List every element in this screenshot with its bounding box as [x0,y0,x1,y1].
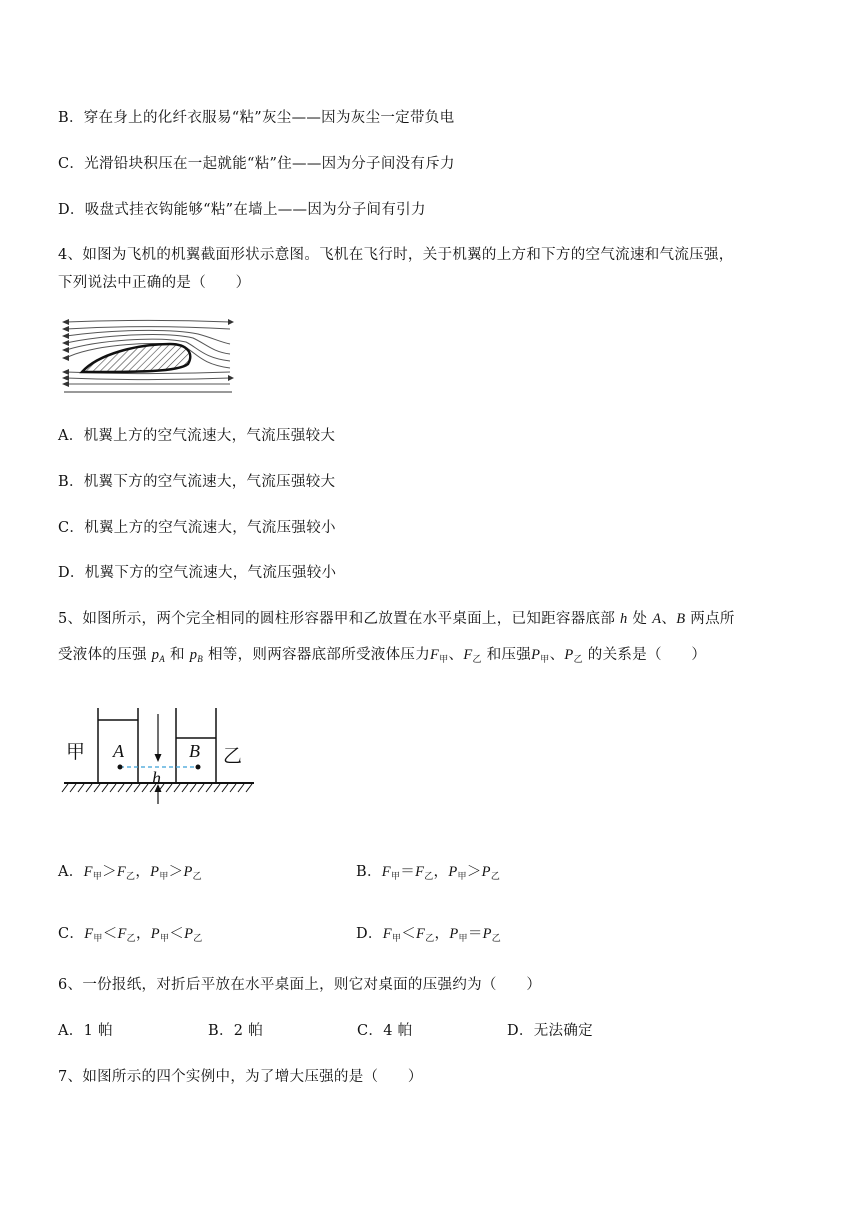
q7-stem: 7、如图所示的四个实例中，为了增大压强的是（ ） [58,1069,423,1085]
q6-option-c: C．4 帕 [357,1023,413,1039]
label-b: B [189,741,200,761]
q5-option-b: B．$F_甲=F_乙$，$P_甲>P_乙$ [356,864,501,882]
q5-option-a: A．$F_甲>F_乙$，$P_甲>P_乙$ [58,864,202,882]
containers-figure [58,700,258,810]
label-yi: 乙 [223,745,243,767]
q6-option-a: A．1 帕 [58,1023,113,1039]
label-jia: 甲 [66,741,86,763]
q3-option-c: C．光滑铅块积压在一起就能“粘”住——因为分子间没有斥力 [58,156,455,172]
q3-option-d: D．吸盘式挂衣钩能够“粘”在墙上——因为分子间有引力 [58,202,426,218]
q5-stem-line1: 5、如图所示，两个完全相同的圆柱形容器甲和乙放置在水平桌面上，已知距容器底部 h 处 A、B 两点所 [58,611,735,627]
label-a: A [113,741,124,761]
q4-option-d: D．机翼下方的空气流速大，气流压强较小 [58,565,337,581]
q4-option-a: A．机翼上方的空气流速大，气流压强较大 [58,428,336,444]
q6-option-d: D．无法确定 [507,1023,593,1039]
airfoil-figure [58,314,238,400]
q6-option-b: B．2 帕 [208,1023,263,1039]
q4-stem-line1: 4、如图为飞机的机翼截面形状示意图。飞机在飞行时，关于机翼的上方和下方的空气流速和气流压强， [58,247,734,263]
q5-stem-line2: 受液体的压强 $p_A$ 和 $p_B$ 相等，则两容器底部所受液体压力$F_甲$、$F_乙$ 和压强$P_甲$、$P_乙$ 的关系是（ ） [58,647,707,665]
q5-option-c: C．$F_甲<F_乙$，$P_甲<P_乙$ [58,926,203,944]
q4-option-b: B．机翼下方的空气流速大，气流压强较大 [58,474,336,490]
q3-option-b: B．穿在身上的化纤衣服易“粘”灰尘——因为灰尘一定带负电 [58,110,455,126]
q4-option-c: C．机翼上方的空气流速大，气流压强较小 [58,520,336,536]
q6-stem: 6、一份报纸，对折后平放在水平桌面上，则它对桌面的压强约为（ ） [58,977,542,993]
q4-stem-line2: 下列说法中正确的是（ ） [58,275,251,291]
q5-option-d: D．$F_甲<F_乙$，$P_甲=P_乙$ [356,926,502,944]
label-h: h [152,768,161,788]
